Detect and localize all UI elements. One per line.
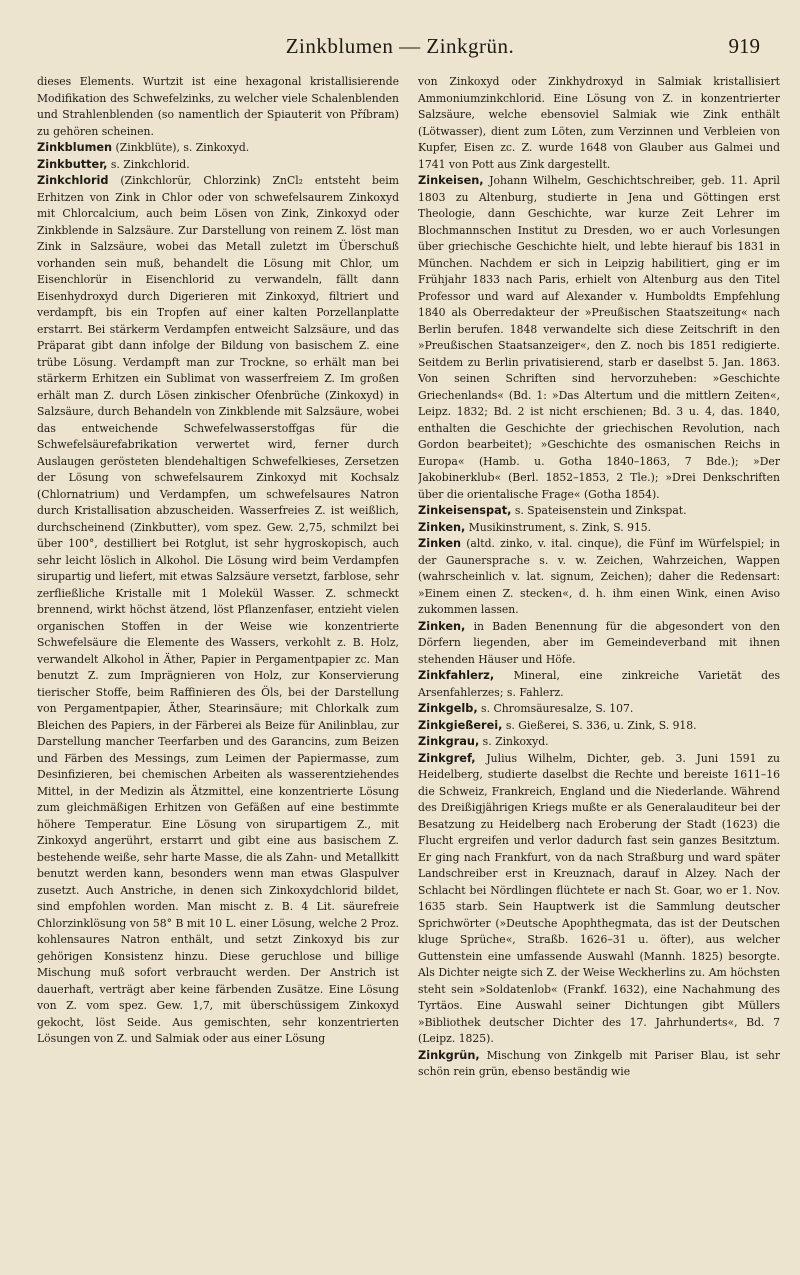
dictionary-entry — [37, 157, 399, 174]
dictionary-entry — [418, 503, 780, 520]
dictionary-entry — [418, 74, 780, 173]
entry-text: (Zinkchlorür, Chlorzink) ZnCl₂ entsteht beim Erhitzen von Zink in Chlor oder von schwefelsaurem Zinkoxyd mit Chlorcalcium, auch beim Lösen von Zink, Zinkoxyd oder Zinkblende in Salzsäure. Zur Darstellung von reinem Z. löst man Zink in Salzsäure, wobei das Metall zuletzt im Überschuß vorhanden sein muß, behandelt die Lösung mit Chlor, um Eisenchlorür in Eisenchlorid zu verwandeln, fällt dann Eisenhydroxyd durch Digerieren mit Zinkoxyd, filtriert und verdampft, bis ein Tropfen auf einer kalten Porzellanplatte erstarrt. Bei stärkerm Verdampfen entweicht Salzsäure, und das Präparat gibt dann infolge der Bildung von basischem Z. eine trübe Lösung. Verdampft man zur Trockne, so erhält man bei stärkerm Erhitzen ein Sublimat von wasserfreiem Z. Im großen erhält man Z. durch Lösen zinkischer Ofenbrüche (Zinkoxyd) in Salzsäure, durch Behandeln von Zinkblende mit Salzsäure, wobei das entweichende Schwefelwasserstoffgas für die Schwefelsäurefabrikation verwertet wird, ferner durch Auslaugen gerösteten blendehaltigen Schwefelkieses, Zersetzen der Lösung von schwefelsaurem Zinkoxyd mit Kochsalz (Chlornatrium) und Verdampfen, um schwefelsaures Natron durch Kristallisation abzuscheiden. Wasserfreies Z. ist weißlich, durchscheinend (Zinkbutter), vom spez. Gew. 2,75, schmilzt bei über 100°, destilliert bei Rotglut, ist sehr hygroskopisch, auch sehr leicht löslich in Alkohol. Die Lösung wird beim Verdampfen sirupartig und liefert, mit etwas Salzsäure versetzt, farblose, sehr zerfließliche Kristalle mit 1 Molekül Wasser. Z. schmeckt brennend, wirkt höchst ätzend, löst Pflanzenfaser, entzieht vielen organischen Stoffen in der Weise wie konzentrierte Schwefelsäure die Elemente des Wassers, verkohlt z. B. Holz, verwandelt Alkohol in Äther, Papier in Pergamentpapier zc. Man benutzt Z. zum Imprägnieren von Holz, zur Konservierung tierischer Stoffe, beim Raffinieren des Öls, bei der Darstellung von Pergamentpapier, Äther, Stearinsäure; mit Chlorkalk zum Bleichen des Papiers, in der Färberei als Beize für Anilinblau, zur Darstellung mancher Teerfarben und des Garancins, zum Beizen und Färben des Messings, zum Leimen der Papiermasse, zum Desinfizieren, bei chemischen Arbeiten als wasserentziehendes Mittel, in der Medizin als Ätzmittel, eine konzentrierte Lösung zum gleichmäßigen Erhitzen von Gefäßen auf eine bestimmte höhere Temperatur. Eine Lösung von sirupartigem Z., mit Zinkoxyd angerührt, erstarrt und gibt eine aus basischem Z. bestehende weiße, sehr harte Masse, die als Zahn- und Metallkitt benutzt werden kann, besonders wenn man etwas Glaspulver zusetzt. Auch Anstriche, in denen sich Zinkoxydchlorid bildet, sind empfohlen worden. Man mischt z. B. 4 Lit. säurefreie Chlorzinklösung von 58° B mit 10 L. einer Lösung, welche 2 Proz. kohlensaures Natron enthält, und setzt Zinkoxyd bis zur gehörigen Konsistenz hinzu. Diese geruchlose und billige Mischung muß sofort verbraucht werden. Der Anstrich ist dauerhaft, verträgt aber keine färbenden Zusätze. Eine Lösung von Z. vom spez. Gew. 1,7, mit überschüssigem Zinkoxyd gekocht, löst Seide. Aus gemischten, sehr konzentrierten Lösungen von Z. und Salmiak oder aus einer Lösung — [37, 174, 399, 1045]
entry-text: Mischung von Zinkgelb mit Pariser Blau, ist sehr schön rein grün, ebenso beständig wie — [418, 1048, 780, 1078]
entry-text: s. Chromsäuresalze, S. 107. — [477, 702, 634, 715]
dictionary-entry — [37, 140, 399, 157]
dictionary-entry — [418, 536, 780, 619]
entry-headword: Zinken, — [418, 520, 466, 534]
entry-text: dieses Elements. Wurtzit ist eine hexagonal kristallisierende Modifikation des Schwefelzinks, zu welcher viele Schalenblenden und Strahlenblenden (so namentlich der Spiauterit von Příbram) zu gehören scheinen. — [37, 75, 399, 138]
entry-text: (Zinkblüte), s. Zinkoxyd. — [112, 141, 250, 154]
entry-headword: Zinkeisen, — [418, 174, 484, 187]
entry-headword: Zinkeisenspat, — [418, 504, 512, 517]
entry-text: Musikinstrument, s. Zink, S. 915. — [465, 520, 652, 534]
dictionary-entry — [418, 173, 780, 503]
dictionary-entry — [418, 668, 780, 701]
dictionary-entry — [418, 701, 780, 718]
entry-text: Johann Wilhelm, Geschichtschreiber, geb. 11. April 1803 zu Altenburg, studierte in Jena und Göttingen erst Theologie, dann Geschichte, war kurze Zeit Lehrer im Blochmannschen Institut zu Dresden, wo er auch Vorlesungen über griechische Geschichte hielt, und lebte hierauf bis 1831 in München. Nachdem er sich in Leipzig habilitiert, ging er im Frühjahr 1833 nach Paris, erhielt von Altenburg aus den Titel Professor und ward auf Alexander v. Humboldts Empfehlung 1840 als Oberredakteur der »Preußischen Staatszeitung« nach Berlin berufen. 1848 verwandelte sich diese Zeitschrift in den »Preußischen Staatsanzeiger«, den Z. noch bis 1851 redigierte. Seitdem zu Berlin privatisierend, starb er daselbst 5. Jan. 1863. Von seinen Schriften sind hervorzuheben: »Geschichte Griechenlands« (Bd. 1: »Das Altertum und die mittlern Zeiten«, Leipz. 1832; Bd. 2 ist nicht erschienen; Bd. 3 u. 4, das. 1840, enthalten die Geschichte der griechischen Revolution, nach Gordon bearbeitet); »Geschichte des osmanischen Reichs in Europa« (Hamb. u. Gotha 1840–1863, 7 Bde.); »Der Jakobinerklub« (Berl. 1852–1853, 2 Tle.); »Drei Denkschriften über die orientalische Frage« (Gotha 1854). — [418, 174, 780, 501]
entry-headword: Zinkgießerei, — [418, 718, 503, 732]
entry-text: von Zinkoxyd oder Zinkhydroxyd in Salmiak kristallisiert Ammoniumzinkchlorid. Eine Lösung von Z. in konzentrierter Salzsäure, welche ebensoviel Salmiak wie Zink enthält (Lötwasser), dient zum Löten, zum Verzinnen und Verbleien von Kupfer, Eisen zc. Z. wurde 1648 von Glauber aus Galmei und 1741 von Pott aus Zink dargestellt. — [418, 75, 780, 171]
right-column — [418, 74, 780, 1264]
dictionary-entry — [418, 1048, 780, 1081]
entry-headword: Zinken — [418, 537, 462, 550]
entry-headword: Zinkfahlerz, — [418, 669, 495, 682]
entry-headword: Zinkblumen — [37, 141, 113, 154]
entry-headword: Zinkchlorid — [37, 174, 109, 187]
entry-text: s. Spateisenstein und Zinkspat. — [511, 504, 687, 517]
dictionary-entry — [37, 74, 399, 140]
entry-text: s. Zinkchlorid. — [107, 157, 190, 171]
left-column — [37, 74, 399, 1264]
entry-text: (altd. zinko, v. ital. cinque), die Fünf im Würfelspiel; in der Gaunersprache s. v. w. Zeichen, Wahrzeichen, Wappen (wahrscheinlich v. lat. signum, Zeichen); daher die Redensart: »Einem einen Z. stecken«, d. h. ihm einen Wink, einen Aviso zukommen lassen. — [418, 537, 780, 616]
entry-headword: Zinkgrau, — [418, 735, 480, 748]
text-columns — [37, 74, 779, 1264]
entry-headword: Zinkgelb, — [418, 702, 478, 715]
dictionary-entry — [37, 173, 399, 1048]
page-number: 919 — [728, 34, 760, 58]
running-head — [0, 34, 800, 64]
dictionary-entry — [418, 619, 780, 669]
entry-text: in Baden Benennung für die abgesondert von den Dörfern liegenden, aber im Gemeindeverband mit ihnen stehenden Häuser und Höfe. — [418, 619, 780, 666]
entry-text: s. Gießerei, S. 336, u. Zink, S. 918. — [502, 718, 697, 732]
dictionary-entry — [418, 520, 780, 537]
dictionary-entry — [418, 718, 780, 735]
page-title: Zinkblumen — Zinkgrün. — [285, 34, 515, 58]
entry-headword: Zinkgref, — [418, 751, 476, 765]
entry-text: Julius Wilhelm, Dichter, geb. 3. Juni 1591 zu Heidelberg, studierte daselbst die Rechte und bereiste 1611–16 die Schweiz, Frankreich, England und die Niederlande. Während des Dreißigjährigen Kriegs mußte er als Generalauditeur bei der Besatzung zu Heidelberg nach Eroberung der Stadt (1623) die Flucht ergreifen und verlor dadurch fast sein ganzes Besitztum. Er ging nach Frankfurt, von da nach Straßburg und ward später Landschreiber erst in Kreuznach, darauf in Alzey. Nach der Schlacht bei Nördlingen flüchtete er nach St. Goar, wo er 1. Nov. 1635 starb. Sein Hauptwerk ist die Sammlung deutscher Sprichwörter (»Deutsche Apophthegmata, das ist der Deutschen kluge Sprüche«, Straßb. 1626–31 u. öfter), aus welcher Guttenstein eine umfassende Auswahl (Mannh. 1825) besorgte. Als Dichter neigte sich Z. der Weise Weckherlins zu. Am höchsten steht sein »Soldatenlob« (Frankf. 1632), eine Nachahmung des Tyrtäos. Eine Auswahl seiner Dichtungen gibt Müllers »Bibliothek deutscher Dichter des 17. Jahrhunderts«, Bd. 7 (Leipz. 1825). — [418, 751, 780, 1045]
dictionary-entry — [418, 734, 780, 751]
entry-headword: Zinken, — [418, 619, 466, 633]
entry-text: Mineral, eine zinkreiche Varietät des Arsenfahlerzes; s. Fahlerz. — [418, 669, 780, 699]
dictionary-entry — [418, 751, 780, 1048]
entry-headword: Zinkgrün, — [418, 1048, 480, 1062]
entry-text: s. Zinkoxyd. — [479, 735, 549, 748]
entry-headword: Zinkbutter, — [37, 157, 108, 171]
